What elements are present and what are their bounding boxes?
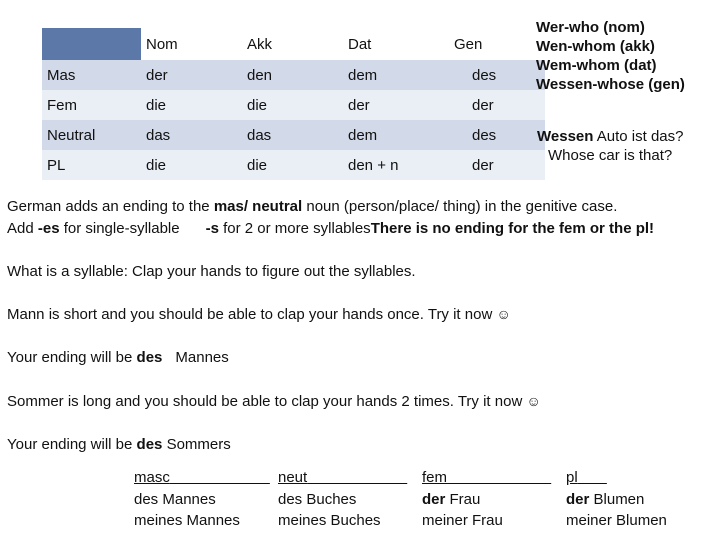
example-article-noun: der Blumen [566,490,645,508]
header-cell: Gen [454,35,483,53]
table-header-row [42,28,545,60]
syllable-question: What is a syllable: Clap your hands to figure out the syllables. [7,263,416,280]
mann-line: Mann is short and you should be able to clap your hands once. Try it now ☺ [7,306,511,323]
question-word-line: Wessen-whose (gen) [536,76,685,93]
smiley-icon: ☺ [496,306,511,322]
table-cell: den + n [343,150,444,180]
example-heading: fem [422,469,448,486]
row-label: Mas [42,60,141,90]
example-heading: neut [278,469,308,486]
example-masc [134,467,270,532]
question-words [536,18,685,94]
example-possessive: meines Buches [278,512,381,529]
table-row [42,150,545,180]
table-cell: der [444,150,545,180]
question-word-line: Wem-whom (dat) [536,57,657,74]
example-possessive: meiner Frau [422,512,503,529]
table-cell: den [242,60,343,90]
example-possessive: meiner Blumen [566,512,667,529]
no-ending-note: There is no ending for the fem or the pl! [370,220,655,237]
table-cell: dem [343,60,444,90]
wessen-translation: Whose car is that? [548,147,673,164]
example-heading: pl [566,469,578,486]
table-cell: das [242,120,343,150]
table-row [42,60,545,90]
wessen-example [537,127,683,165]
ending-line-1: Your ending will be des Mannes [7,349,229,366]
example-fem [422,467,551,532]
wessen-word: Wessen [537,128,594,145]
header-blank-cell [42,28,141,60]
table-cell: die [141,90,242,120]
table-cell: das [141,120,242,150]
wessen-example-rest: Auto ist das? [593,128,684,145]
table-row [42,90,545,120]
case-table [42,28,545,180]
example-article-noun: der Frau [422,490,481,508]
rule-line-2: Add -es for single-syllable -s for 2 or more syllablesThere is no ending for the fem or the pl! [7,220,655,237]
example-neut [278,467,407,532]
example-pl [566,467,667,532]
header-cell: Dat [348,35,372,53]
question-word-line: Wer-who (nom) [536,19,645,36]
ending-line-2: Your ending will be des Sommers [7,436,231,453]
table-cell: die [242,150,343,180]
sommer-line: Sommer is long and you should be able to clap your hands 2 times. Try it now ☺ [7,393,541,410]
example-article-noun: des Buches [278,490,357,508]
rule-line-1: German adds an ending to the mas/ neutral noun (person/place/ thing) in the genitive case. [7,198,618,215]
table-cell: die [242,90,343,120]
example-article-noun: des Mannes [134,490,216,508]
table-cell: dem [343,120,444,150]
table-cell: die [141,150,242,180]
smiley-icon: ☺ [526,393,541,409]
row-label: Neutral [42,120,141,150]
example-possessive: meines Mannes [134,512,240,529]
table-cell: der [141,60,242,90]
table-cell: der [343,90,444,120]
row-label: PL [42,150,141,180]
table-cell: der [444,90,545,120]
table-cell: des [444,60,545,90]
header-cell: Nom [146,35,178,53]
example-heading: masc [134,469,170,486]
question-word-line: Wen-whom (akk) [536,38,655,55]
header-cell: Akk [247,35,273,53]
table-cell: des [444,120,545,150]
table-row [42,120,545,150]
row-label: Fem [42,90,141,120]
rule-emphasis: mas/ neutral [213,198,303,215]
